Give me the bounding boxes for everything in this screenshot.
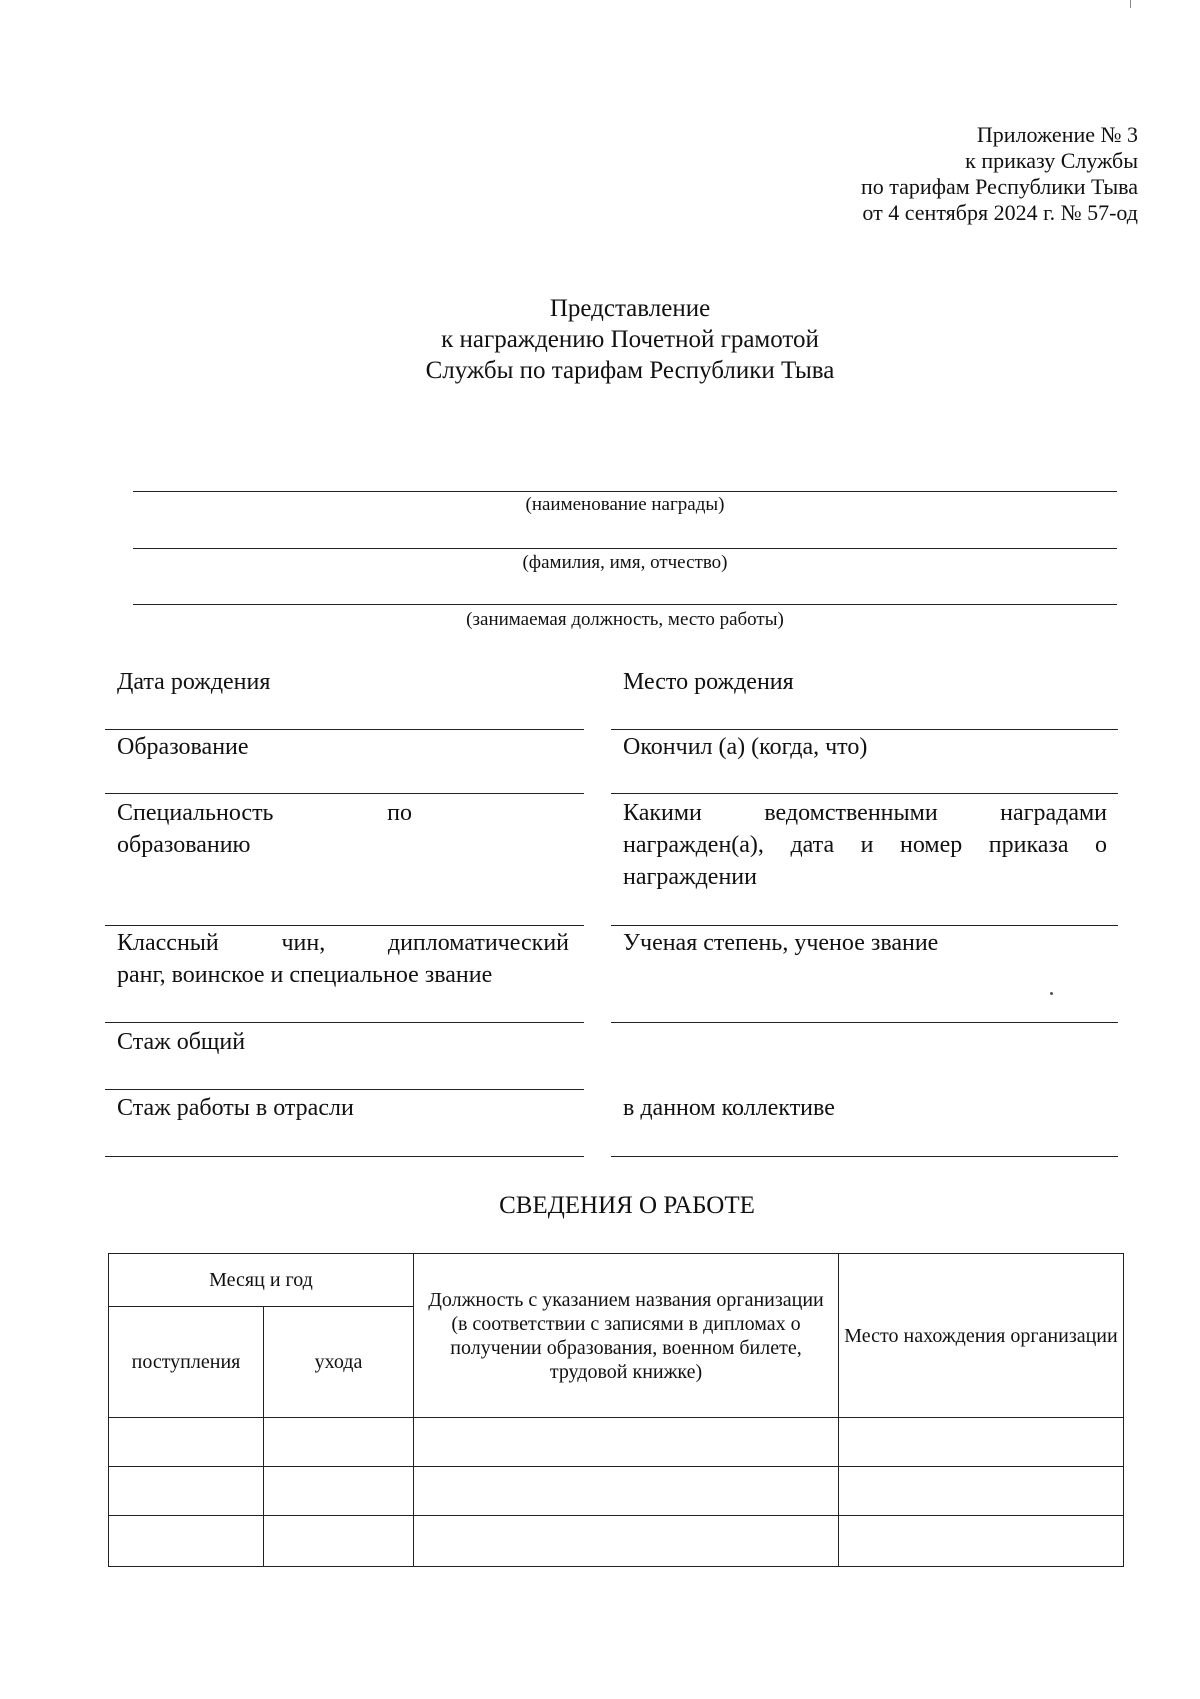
rank-line2: ранг, воинское и специальное звание xyxy=(117,962,493,988)
position-caption: (занимаемая должность, место работы) xyxy=(466,609,784,630)
total-exp-line[interactable] xyxy=(105,1089,584,1090)
appendix-line: от 4 сентября 2024 г. № 57-од xyxy=(862,200,1138,225)
work-section-heading: СВЕДЕНИЯ О РАБОТЕ xyxy=(499,1192,755,1219)
education-line[interactable] xyxy=(105,793,584,794)
table-row xyxy=(109,1516,1124,1567)
appendix-line: к приказу Службы xyxy=(965,148,1138,173)
specialty-line2: образованию xyxy=(117,832,251,858)
awards-word: дата xyxy=(790,832,835,858)
awards-word: номер xyxy=(900,832,963,858)
position-cell[interactable] xyxy=(414,1516,839,1567)
rank-line[interactable] xyxy=(105,1022,584,1023)
exit-cell[interactable] xyxy=(264,1467,414,1516)
industry-exp-label: Стаж работы в отрасли xyxy=(117,1095,354,1121)
specialty-label xyxy=(117,797,412,861)
specialty-line[interactable] xyxy=(105,925,584,926)
award-name-line[interactable] xyxy=(133,491,1117,492)
title-line: к награждению Почетной грамотой xyxy=(441,326,819,353)
appendix-line: Приложение № 3 xyxy=(976,122,1138,147)
work-history-table xyxy=(108,1253,1124,1567)
industry-exp-line[interactable] xyxy=(105,1156,584,1157)
birth-place-line[interactable] xyxy=(611,729,1118,730)
award-name-caption: (наименование награды) xyxy=(525,494,725,515)
graduated-label: Окончил (а) (когда, что) xyxy=(623,734,868,760)
awards-word: о xyxy=(1095,832,1108,858)
location-header: Место нахождения организации xyxy=(839,1254,1124,1418)
location-cell[interactable] xyxy=(839,1516,1124,1567)
rank-word: чин, xyxy=(281,930,326,956)
full-name-caption: (фамилия, имя, отчество) xyxy=(522,552,728,573)
entry-header: поступления xyxy=(109,1307,264,1418)
position-cell[interactable] xyxy=(414,1467,839,1516)
entry-cell[interactable] xyxy=(109,1418,264,1467)
document-title xyxy=(0,293,1200,386)
awards-word: награжден(а), xyxy=(623,832,764,858)
degree-label: Ученая степень, ученое звание xyxy=(623,930,939,956)
degree-line[interactable] xyxy=(611,1022,1118,1023)
exit-cell[interactable] xyxy=(264,1516,414,1567)
scan-speck xyxy=(1050,992,1053,995)
full-name-line[interactable] xyxy=(133,548,1117,549)
graduated-line[interactable] xyxy=(611,793,1118,794)
rank-word: дипломатический xyxy=(387,930,569,956)
rank-word: Классный xyxy=(117,930,219,956)
entry-cell[interactable] xyxy=(109,1516,264,1567)
awards-word: ведомственными xyxy=(764,800,938,826)
exit-header: ухода xyxy=(264,1307,414,1418)
birth-date-line[interactable] xyxy=(105,729,584,730)
appendix-block xyxy=(861,122,1138,226)
position-header: Должность с указанием названия организации (в соответствии с записями в дипломах о получении образования, военном билете, трудовой книжке) xyxy=(414,1254,839,1418)
table-row xyxy=(109,1418,1124,1467)
position-cell[interactable] xyxy=(414,1418,839,1467)
awards-line3: награждении xyxy=(623,864,757,890)
title-line: Службы по тарифам Республики Тыва xyxy=(425,357,835,384)
location-cell[interactable] xyxy=(839,1418,1124,1467)
location-cell[interactable] xyxy=(839,1467,1124,1516)
entry-cell[interactable] xyxy=(109,1467,264,1516)
awards-label xyxy=(623,797,1107,893)
awards-word: наградами xyxy=(1000,800,1108,826)
month-year-header: Месяц и год xyxy=(109,1254,414,1307)
specialty-word: по xyxy=(387,800,412,826)
education-label: Образование xyxy=(117,734,249,760)
specialty-word: Специальность xyxy=(117,800,274,826)
total-exp-label: Стаж общий xyxy=(117,1029,246,1055)
appendix-line: по тарифам Республики Тыва xyxy=(861,174,1138,199)
team-exp-line[interactable] xyxy=(611,1156,1118,1157)
scan-mark xyxy=(1130,0,1131,8)
awards-word: и xyxy=(860,832,874,858)
awards-word: Какими xyxy=(623,800,702,826)
rank-label xyxy=(117,927,569,991)
birth-place-label: Место рождения xyxy=(623,669,794,695)
awards-word: приказа xyxy=(988,832,1069,858)
team-exp-label: в данном коллективе xyxy=(623,1095,835,1121)
table-row xyxy=(109,1467,1124,1516)
exit-cell[interactable] xyxy=(264,1418,414,1467)
birth-date-label: Дата рождения xyxy=(117,669,271,695)
awards-line[interactable] xyxy=(611,925,1118,926)
title-line: Представление xyxy=(549,295,711,322)
position-line[interactable] xyxy=(133,604,1117,605)
